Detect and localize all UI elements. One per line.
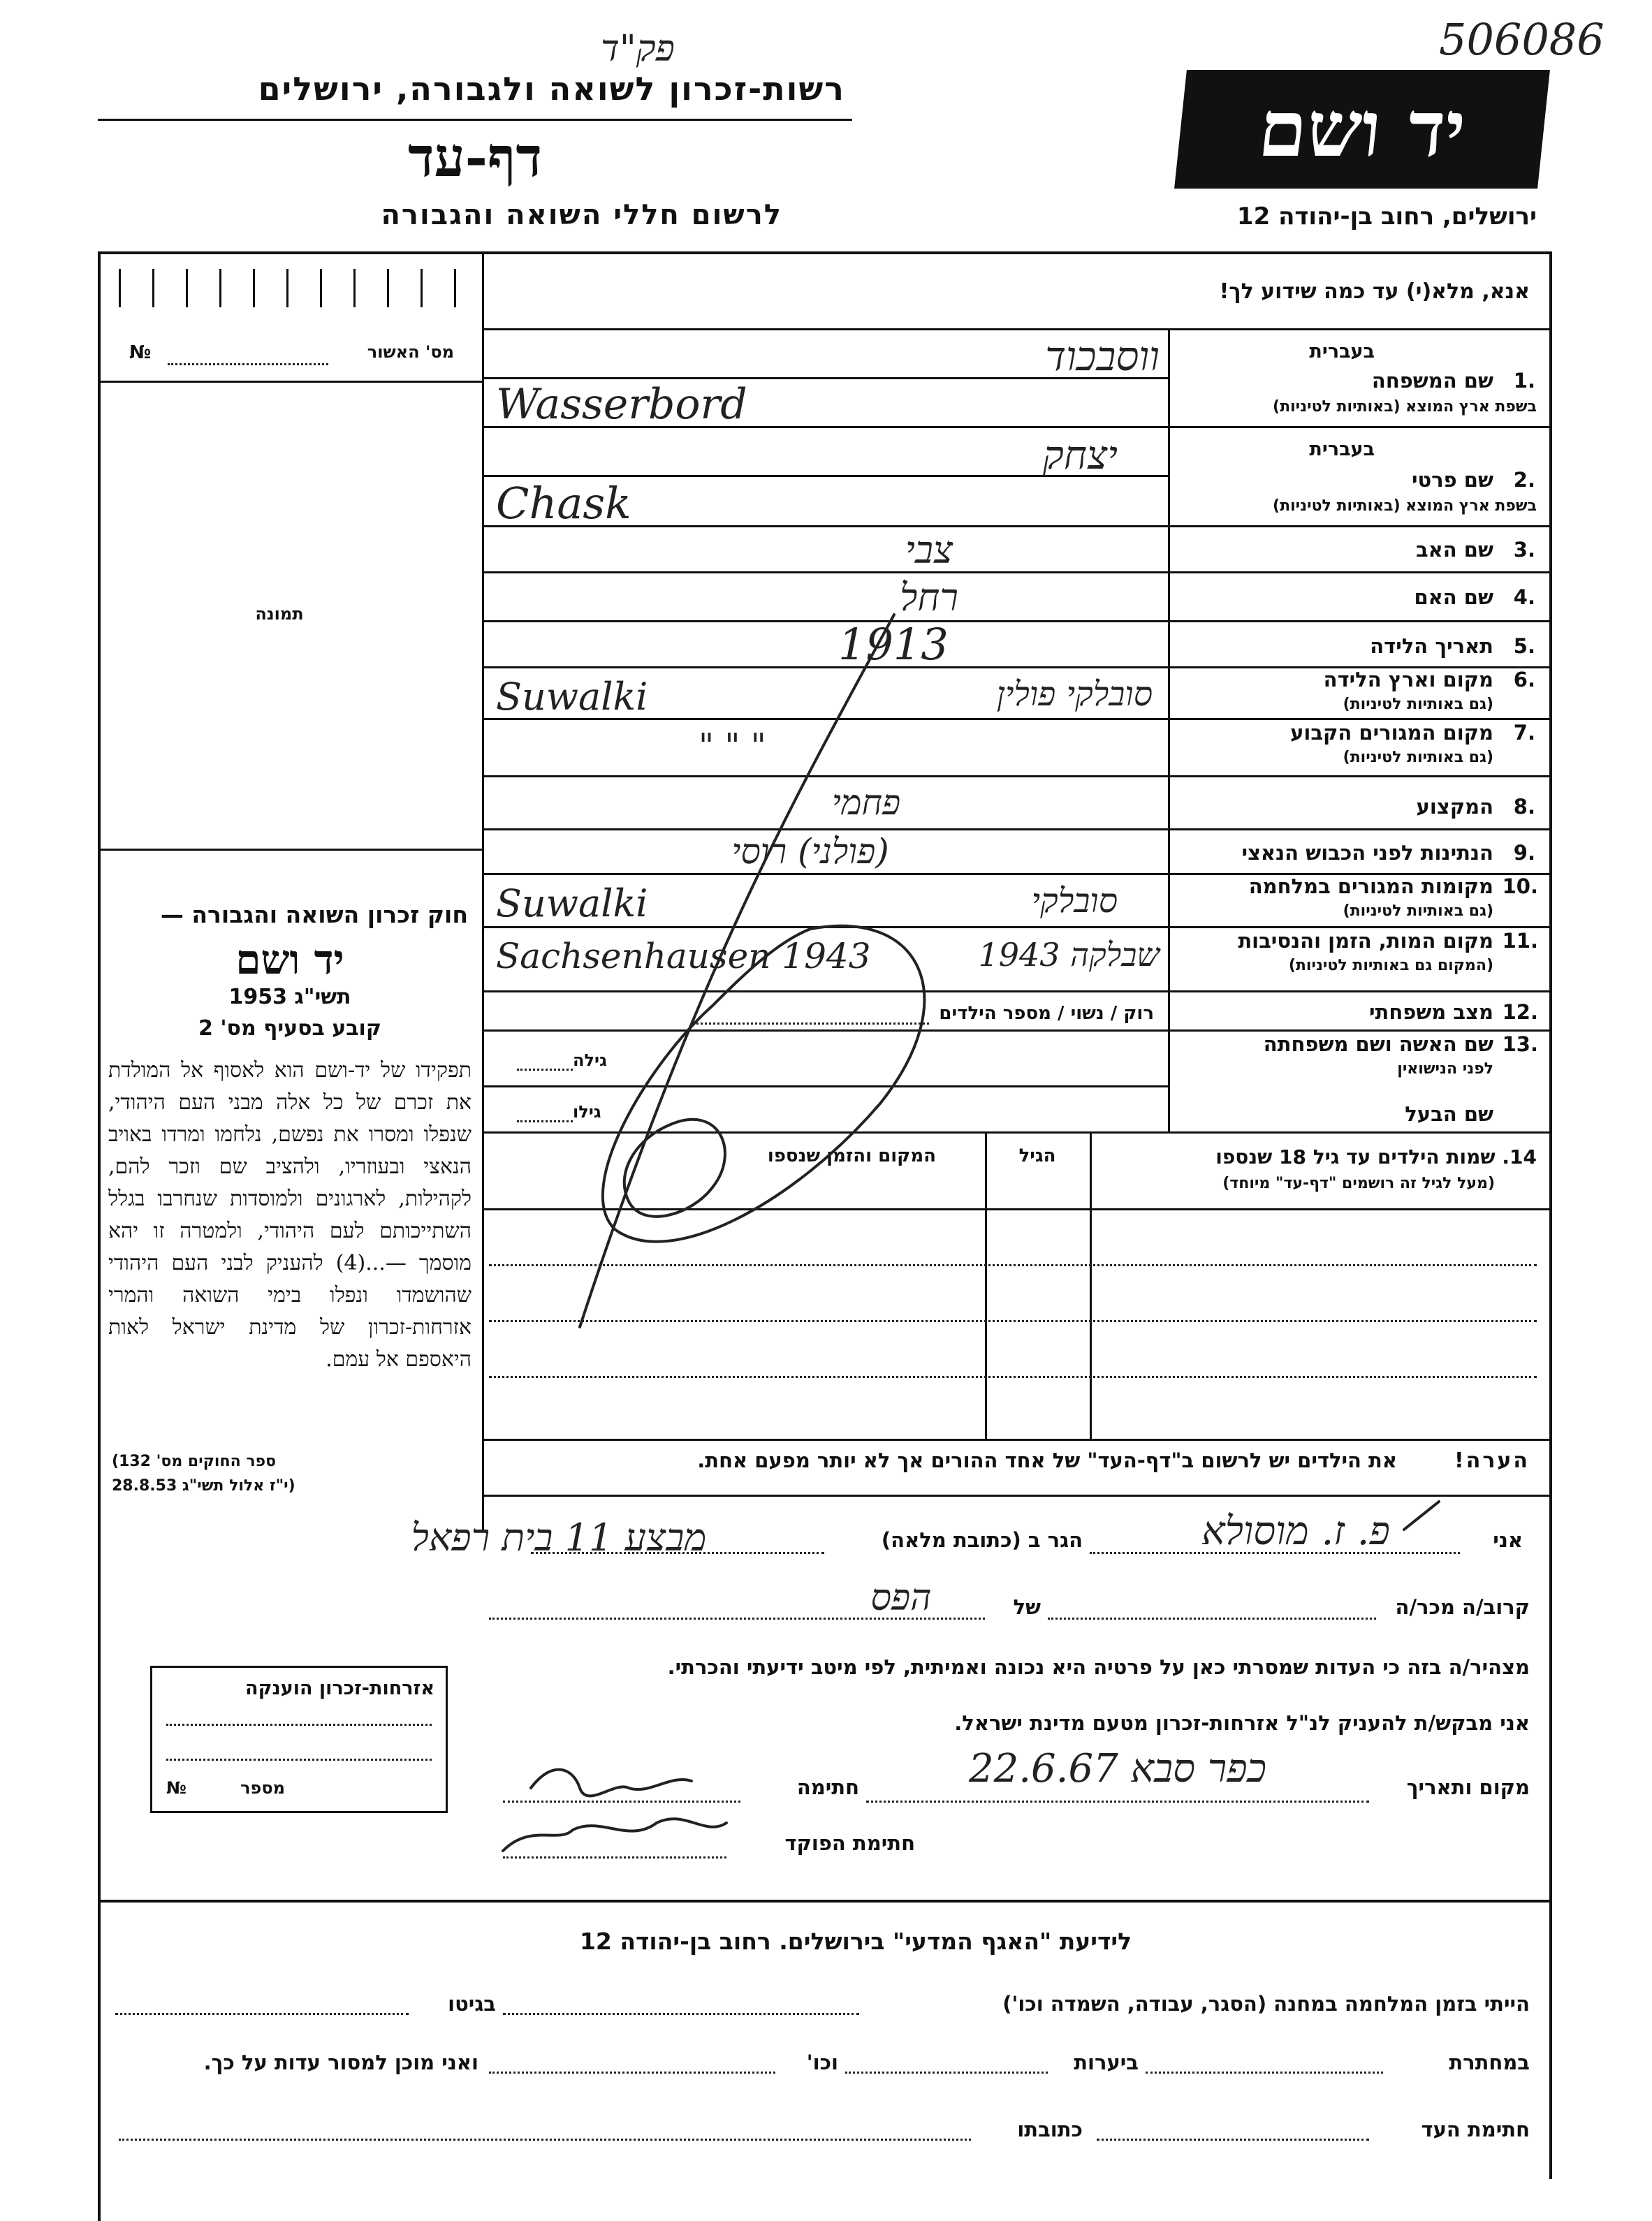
approval-label: מס' האשור <box>367 342 454 362</box>
birthplace-latin: Suwalki <box>496 675 648 719</box>
marital-options: רוק / נשוי / מספר הילדים <box>939 1003 1154 1024</box>
field-5-number: 5. <box>1513 634 1535 658</box>
husband-age-label: גילו <box>573 1102 601 1122</box>
field-10-number: 10. <box>1502 874 1538 898</box>
law-clause: קובע בסעיף מס' 2 <box>198 1016 381 1041</box>
field-13-label: שם האשה ושם משפחתה <box>1263 1032 1493 1056</box>
authority-line: רשות-זכרון לשואה ולגבורה, ירושלים <box>258 70 845 108</box>
field-2-label: שם פרטי <box>1411 468 1493 492</box>
form-title: דף-עד <box>408 126 542 189</box>
place-date-value: כפר סבא 22.6.67 <box>968 1746 1267 1791</box>
circle-small <box>624 1120 725 1217</box>
field-2-number: 2. <box>1513 468 1535 492</box>
wartime-residence-hebrew: סובלקי <box>1031 881 1118 921</box>
citizenship-box-title: אזרחות-זכרון הוענקה <box>245 1678 434 1699</box>
field-13-note: לפני הנישואין <box>1397 1060 1493 1078</box>
field-7-latin-note: (גם באותיות לטיניות) <box>1343 749 1493 766</box>
underground-label: במחתרת <box>1449 2051 1530 2074</box>
ready-label: ואני מוכן למסור עדות על כך. <box>203 2051 478 2074</box>
citizenship-number-label: מספר <box>240 1778 285 1798</box>
first-name-hebrew: יצחק <box>1042 433 1118 478</box>
residence-ditto: " " " <box>699 726 766 765</box>
field-5-label: תאריך הלידה <box>1370 634 1493 658</box>
witness-address: מבצע 11 בית רפאל <box>411 1516 707 1560</box>
field-11-death-note: (המקום גם באותיות לטיניות) <box>1288 957 1493 974</box>
footer-title: לידיעת "האגף המדעי" בירושלים. רחוב בן-יהודה 12 <box>579 1928 1132 1955</box>
family-name-latin: Wasserbord <box>496 380 747 429</box>
field-6-label: מקום וארץ הלידה <box>1323 668 1493 691</box>
field-6-number: 6. <box>1513 668 1535 691</box>
resides-label: הגר ב (כתובת מלאה) <box>881 1528 1083 1552</box>
nationality: (פולני) רוסי <box>731 831 889 872</box>
death-place-hebrew: שבלקה 1943 <box>978 936 1160 974</box>
form-subtitle: לרשום חללי השואה והגבורה <box>381 199 782 231</box>
signature-label: חתימה <box>796 1775 859 1799</box>
field-4-label: שם האם <box>1414 585 1493 609</box>
field-6-latin-note: (גם באותיות לטיניות) <box>1343 696 1493 713</box>
field-8-number: 8. <box>1513 795 1535 819</box>
camp-line: הייתי בזמן המלחמה במחנה (הסגר, עבודה, השמדה וכו') <box>1002 1992 1530 2016</box>
children-place-header: המקום והזמן שנספו <box>767 1145 936 1166</box>
strike-ellipse <box>603 926 924 1242</box>
first-name-latin: Chask <box>496 478 631 529</box>
citizenship-request: אני מבקש/ת להעניק לנ"ל אזרחות-זכרון מטעם מדינת ישראל. <box>954 1711 1530 1735</box>
children-note: (מעל לגיל זה רושמים "דף-עד" מיוחד) <box>1222 1175 1495 1192</box>
address-label: כתובתו <box>1017 2118 1083 2141</box>
field-1-hebrew-tag: בעברית <box>1309 341 1375 362</box>
field-1-label: שם המשפחה <box>1371 369 1493 393</box>
mother-name: רחל <box>900 576 958 620</box>
field-7-label: מקום המגורים הקבוע <box>1290 721 1493 745</box>
of-label: של <box>1013 1595 1041 1619</box>
family-name-hebrew: ווסבכוד <box>1045 332 1160 380</box>
witness-i-label: אני <box>1493 1528 1523 1552</box>
note-label: הערה! <box>1454 1449 1530 1473</box>
field-9-number: 9. <box>1513 841 1535 865</box>
law-source: (ספר החוקים מס' 132 <box>112 1453 277 1470</box>
photo-label: תמונה <box>255 604 304 624</box>
address-line: ירושלים, רחוב בן-יהודה 12 <box>1236 203 1537 230</box>
field-12-label: מצב משפחתי <box>1368 1000 1493 1024</box>
witness-sig-label: חתימת העד <box>1421 2118 1530 2141</box>
etc-label: וכו' <box>806 2051 838 2074</box>
children-age-header: הגיל <box>1018 1145 1056 1166</box>
logo-text: יד ושם <box>1254 84 1470 174</box>
field-4-number: 4. <box>1513 585 1535 609</box>
field-2-hebrew-tag: בעברית <box>1309 439 1375 460</box>
witness-name: פ. ז. מוסולא <box>1201 1509 1390 1554</box>
birth-year: 1913 <box>838 619 949 670</box>
field-10-label: מקומות המגורים במלחמה <box>1248 874 1493 898</box>
handwritten-top-note: פק"ד <box>601 28 675 70</box>
husband-label: שם הבעל <box>1405 1102 1493 1126</box>
ghetto-label: בגיטו <box>448 1992 496 2016</box>
field-1-number: 1. <box>1513 369 1535 393</box>
field-12-number: 12. <box>1502 1000 1538 1024</box>
father-name: צבי <box>905 528 953 572</box>
signature-officer <box>503 1819 726 1851</box>
birthplace-hebrew: סובלקי פולין <box>996 675 1153 714</box>
relation-value: הפס <box>870 1577 932 1619</box>
no-mark: № <box>129 342 152 363</box>
law-date: י"ז אלול תשי"ג 28.8.53) <box>112 1477 295 1495</box>
law-title: חוק זכרון השואה והגבורה — <box>160 901 468 928</box>
officer-label: חתימת הפוקד <box>784 1831 915 1855</box>
field-7-number: 7. <box>1513 721 1535 745</box>
field-10-latin-note: (גם באותיות לטיניות) <box>1343 902 1493 920</box>
law-body: תפקידו של יד-ושם הוא לאסוף אל המולדת את זכרם של כל אלה מבני העם היהודי, שנפלו ומסרו את נפשם, נלחמו ומרדו באויב הנאצי ובעוזריו, ולהציב שם וזכר להם, לקהילות, לארגונים ולמוסדות שנחרבו בגלל השתייכותם לעם היהודי, ולמטרה זו יהא מוסמך —...(4) להעניק לבני העם היהודי שהושמדו ונפלו בימי השואה והמרי אזרחות-זכרון של מדינת ישראל לאות היאספם אל עמם. <box>108 1058 472 1372</box>
children-label: 14. שמות הילדים עד גיל 18 שנספו <box>1215 1145 1537 1168</box>
field-9-label: הנתינות לפני הכבוש הנאצי <box>1241 841 1493 865</box>
archive-number: 506086 <box>1439 14 1605 65</box>
forests-label: ביערות <box>1074 2051 1139 2074</box>
wartime-residence-latin: Suwalki <box>496 881 648 925</box>
law-name: יד ושם <box>235 936 344 983</box>
field-13-number: 13. <box>1502 1032 1538 1056</box>
death-place-latin: Sachsenhausen 1943 <box>496 936 871 976</box>
citizenship-no-mark: № <box>166 1778 187 1798</box>
field-3-label: שם האב <box>1415 538 1493 562</box>
law-year: תשי"ג 1953 <box>228 985 351 1009</box>
field-11-number: 11. <box>1502 929 1538 953</box>
place-date-label: מקום ותאריך <box>1406 1775 1530 1799</box>
field-1-latin-note: בשפת ארץ המוצא (באותיות לטיניות) <box>1273 398 1537 416</box>
wife-age-label: גילה <box>573 1050 607 1070</box>
field-2-latin-note: בשפת ארץ המוצא (באותיות לטיניות) <box>1273 497 1537 515</box>
field-8-label: המקצוע <box>1416 795 1493 819</box>
declaration: מצהיר/ה בזה כי העדות שמסרתי כאן על פרטיה היא נכונה ואמיתית, לפי מיטב ידיעתי והכרתי. <box>667 1655 1530 1679</box>
profession: פחמי <box>831 782 901 823</box>
note-text: את הילדים יש לרשום ב"דף-העד" של אחד ההורים אך לא יותר מפעם אחת. <box>697 1449 1397 1472</box>
relative-label: קרוב/ה מכר/ה <box>1395 1595 1530 1619</box>
field-3-number: 3. <box>1513 538 1535 562</box>
form-intro: אנא, מלא(י) עד כמה שידוע לך! <box>1219 279 1530 304</box>
mark-slash <box>1404 1502 1439 1530</box>
field-11-label: מקום המות, הזמן והנסיבות <box>1238 929 1493 953</box>
signature-witness <box>531 1770 692 1796</box>
